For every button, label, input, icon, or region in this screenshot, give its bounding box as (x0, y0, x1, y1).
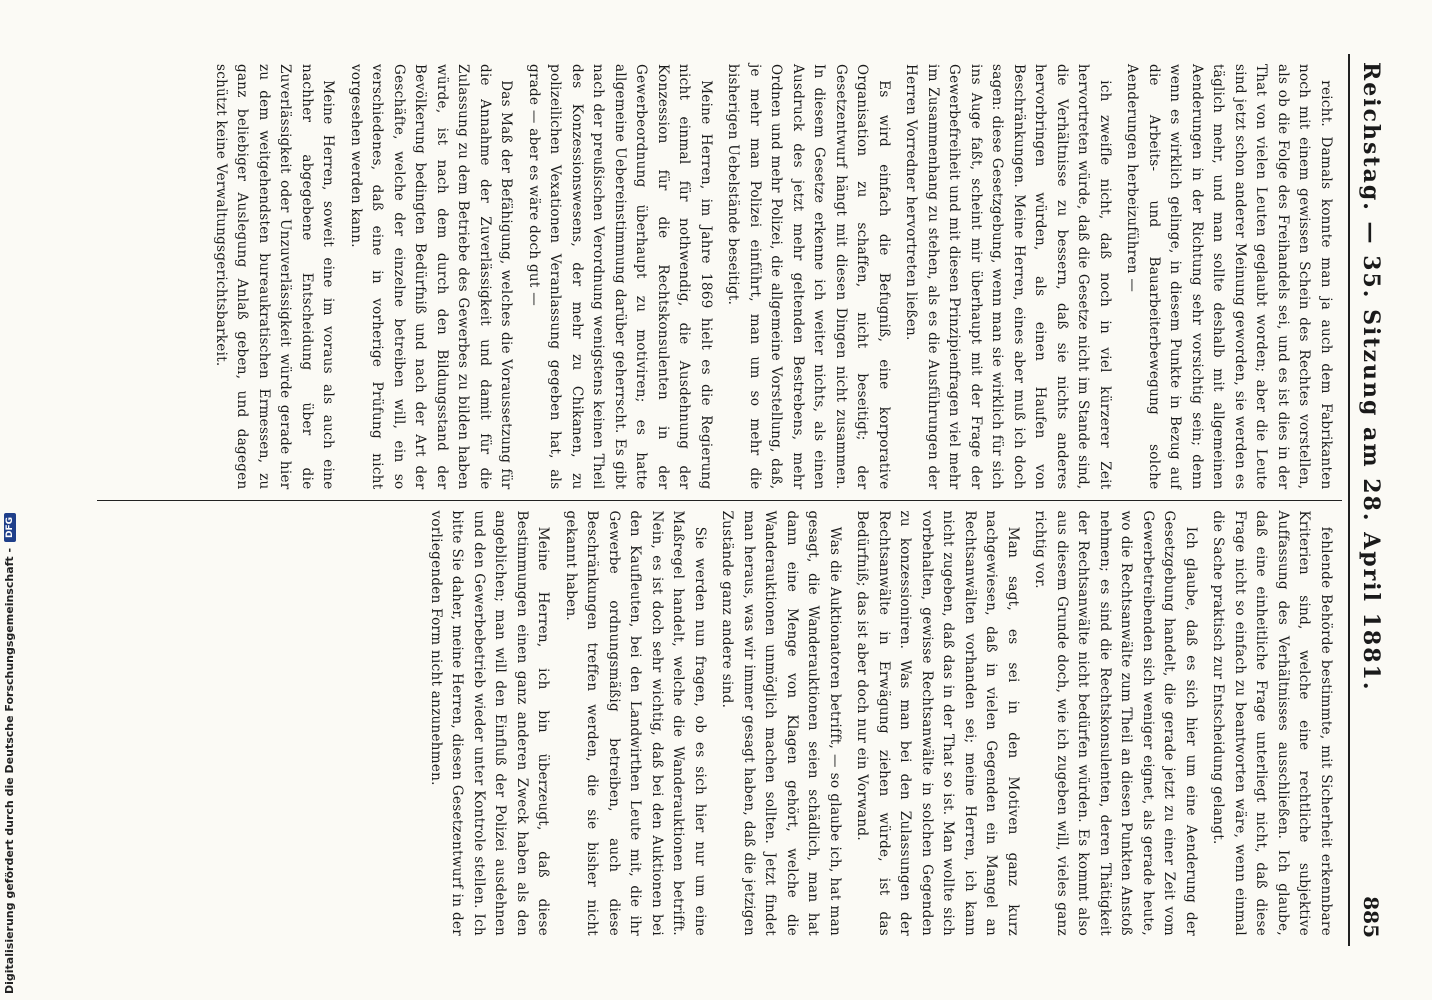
page-title: Reichstag. — 35. Sitzung am 28. April 1881. (1358, 62, 1384, 692)
paragraph: Meine Herren, soweit eine im voraus als auch eine nachher abgegebene Entscheidung über die Zuverlässigkeit oder Unzuverlässigkeit würde gerade hier zu dem weitgehendsten bureaukratischen Ermessen, zu ganz beliebiger Auslegung Anlaß geben, und dagegen schützt keine Verwaltungsgerichtsbarkeit. (213, 64, 337, 490)
paragraph: ich zweifle nicht, daß noch in viel kürzerer Zeit hervortreten würde, daß die Gesetze nicht im Stande sind, die Verhältnisse zu bessern, daß sie nichts anderes hervorbringen würden, als einen Haufen von Beschränkungen. Meine Herren, eines aber muß ich doch sagen: diese Gesetzgebung, wenn man sie wirklich für sich ins Auge faßt, scheint mir überhaupt mit der Frage der Gewerbefreiheit und mit diesen Prinzipienfragen viel mehr im Zusammenhang zu stehen, als es die Ausführungen der Herren Vorredner hervortreten ließen. (903, 64, 1113, 490)
page-number: 885 (1359, 896, 1383, 938)
paragraph: fehlende Behörde bestimmte, mit Sicherheit erkennbare Kriterien sind, welche eine rechtliche subjektive Auffassung des Verhältnisses ausschließen. Ich glaube, daß eine einheitliche Frage unterliegt nicht, daß diese Frage nicht so einfach zu beantworten wäre, wenn einmal die Sache praktisch zur Entscheidung gelangt. (1210, 510, 1334, 936)
paragraph: Was die Auktionatoren betrifft, — so glaube ich, hat man gesagt, die Wanderauktionen seien schädlich, man hat dann eine Menge von Klagen gehört, welche die Wanderauktionen unmöglich machen sollten. Jetzt findet man heraus, was wir immer gesagt haben, daß die jetzigen Zustände ganz andere sind. (719, 510, 843, 936)
credit-text: Digitalisierung gefördert durch die Deutsche Forschungsgemeinschaft - (3, 547, 16, 994)
paragraph: reicht. Damals konnte man ja auch dem Fabrikanten noch mit einem gewissen Schein des Rechtes vorstellen, als ob die Folge des Freihandels sei, und es ist dies in der That von vielen Leuten geglaubt worden; aber die Leute sind jetzt schon anderer Meinung geworden, sie werden es täglich mehr, und man sollte deshalb mit allgemeinen Aenderungen in der Richtung sehr vorsichtig sein; denn wenn es wirklich gelinge, in diesem Punkte in Bezug auf die Arbeits- und Bauarbeiterbewegung solche Aenderungen herbeizuführen — (1124, 64, 1334, 490)
text-column-left (97, 54, 1342, 500)
paragraph: Meine Herren, ich bin überzeugt, daß diese Bestimmungen einen ganz anderen Zweck haben als den angeblichen; man will den Einfluß der Polizei ausdehnen und den Gewerbebetrieb wieder unter Kontrole stellen. Ich bitte Sie daher, meine Herren, diesen Gesetzentwurf in der vorliegenden Form nicht anzunehmen. (428, 510, 552, 936)
text-columns (97, 54, 1342, 946)
dfg-logo: DFG (4, 513, 16, 542)
paragraph: Man sagt, es sei in den Motiven ganz kurz nachgewiesen, daß in vielen Gegenden ein Mangel an Rechtsanwälten vorhanden sei; meine Herren, ich kann nicht zugeben, daß das in der That so ist. Man wollte sich vorbehalten, gewisse Rechtsanwälte in solchen Gegenden zu konzessioniren. Was man bei den Zulassungen der Rechtsanwälte in Erwägung ziehen würde, ist das Bedürfniß; das ist aber doch nur ein Vorwand. (854, 510, 1021, 936)
digitization-credit (3, 513, 16, 994)
paragraph: Sie werden nun fragen, ob es sich hier nur um eine Maßregel handelt, welche die Wanderauktionen betrifft. Nein, es ist doch sehr wichtig, daß bei den Auktionen bei den Kaufleuten, bei den Landwirthen Leute mit, die ihr Gewerbe ordnungsmäßig betreiben, auch diese Beschränkungen treffen werden, die sie bisher nicht gekannt haben. (563, 510, 708, 936)
page-header (1348, 54, 1384, 946)
paragraph: Das Maß der Befähigung, welches die Voraussetzung für die Annahme der Zuverlässigkeit und damit für die Zulassung zu dem Betriebe des Gewerbes zu bilden haben würde, ist nach dem durch den Bildungsstand der Bevölkerung bedingten Bedürfniß und nach der Art der Geschäfte, welche der einzelne betreiben will, ein so verschiedenes, daß eine in vorherige Prüfung nicht vorgesehen werden kann. (348, 64, 515, 490)
text-column-right (97, 501, 1342, 947)
paragraph: Ich glaube, daß es sich hier um eine Aenderung der Gesetzgebung handelt, die gerade jetzt zu einer Zeit vom Gewerbetreibenden sich weniger eignet, als gerade heute, wo die Rechtsanwälte zum Theil an diesen Punkten Anstoß nehmen; es sind die Rechtskonsulenten, deren Thätigkeit der Rechtsanwälte nicht bedürfen würden. Es kommt also aus diesem Grunde doch, wie ich zugeben will, vieles ganz richtig vor. (1032, 510, 1199, 936)
paragraph: Meine Herren, im Jahre 1869 hielt es die Regierung nicht einmal für nothwendig, die Ausdehnung der Konzession für die Rechtskonsulenten in der Gewerbeordnung überhaupt zu motiviren; es hatte allgemeine Uebereinstimmung darüber geherrscht. Es gibt nach der preußischen Verordnung wenigstens keinen Theil des Konzessionswesens, der mehr zu Chikanen, zu polizeilichen Vexationen Veranlassung gegeben hat, als grade — aber es wäre doch gut — (526, 64, 714, 490)
paragraph: Es wird einfach die Befugniß, eine korporative Organisation zu schaffen, nicht beseitigt; der Gesetzentwurf hängt mit diesen Dingen nicht zusammen. In diesem Gesetze erkenne ich weiter nichts, als einen Ausdruck des jetzt mehr geltenden Bestrebens, mehr Ordnen und mehr Polizei, die allgemeine Vorstellung, daß, je mehr man Polizei einführt, man um so mehr die bisherigen Uebelstände beseitigt. (725, 64, 892, 490)
